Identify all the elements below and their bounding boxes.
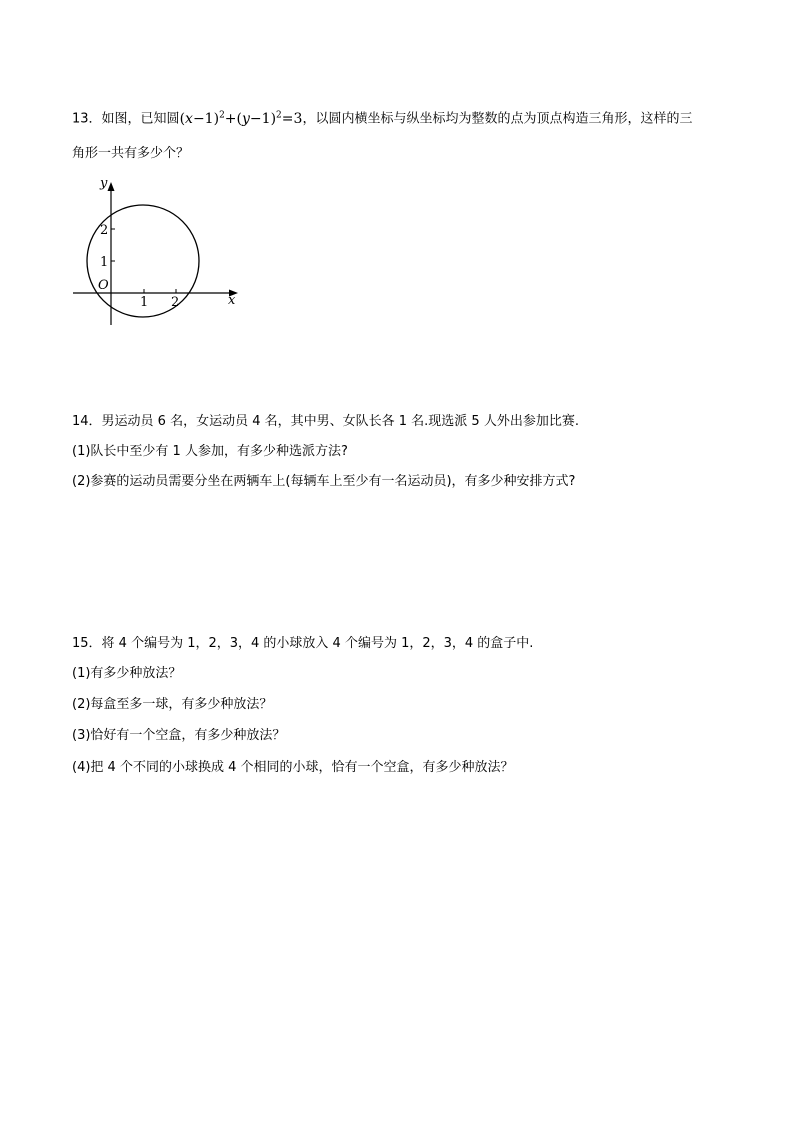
q15-part2: (2)每盒至多一球，有多少种放法？ bbox=[72, 697, 273, 712]
q13-line1-prefix: ．如图，已知圆 bbox=[88, 111, 180, 127]
q15-intro: 15．将 4 个编号为 1，2，3，4 的小球放入 4 个编号为 1，2，3，4 的盒子中. bbox=[72, 636, 534, 651]
q15-part3: (3)恰好有一个空盒，有多少种放法？ bbox=[72, 728, 286, 743]
y-tick-label-1: 1 bbox=[100, 255, 109, 270]
x-tick-label-2: 2 bbox=[171, 295, 180, 310]
origin-label: O bbox=[98, 278, 109, 293]
x-tick-label-1: 1 bbox=[140, 295, 149, 310]
q13-line1-suffix: ，以圆内横坐标与纵坐标均为整数的点为顶点构造三角形，这样的三 bbox=[302, 111, 693, 127]
q14-intro: 14．男运动员 6 名，女运动员 4 名，其中男、女队长各 1 名.现选派 5 人外出参加比赛. bbox=[72, 414, 579, 429]
y-axis-label: y bbox=[100, 176, 108, 191]
y-axis-arrow bbox=[108, 182, 115, 191]
circle-figure bbox=[70, 175, 245, 330]
circle-equation: $(x-1)^2+(y-1)^2=3$ bbox=[179, 110, 303, 127]
q14-part1: (1)队长中至少有 1 人参加，有多少种选派方法? bbox=[72, 444, 348, 459]
x-axis-label: x bbox=[228, 293, 236, 308]
q13-line2: 角形一共有多少个？ bbox=[72, 146, 190, 161]
q15-part1: (1)有多少种放法？ bbox=[72, 666, 182, 681]
q13-number: 13 bbox=[72, 111, 89, 127]
q14-part2: (2)参赛的运动员需要分坐在两辆车上(每辆车上至少有一名运动员)，有多少种安排方式? bbox=[72, 474, 576, 489]
q15-part4: (4)把 4 个不同的小球换成 4 个相同的小球，恰有一个空盒，有多少种放法？ bbox=[72, 760, 514, 775]
q13-line1 bbox=[72, 106, 692, 129]
y-tick-label-2: 2 bbox=[100, 223, 109, 238]
